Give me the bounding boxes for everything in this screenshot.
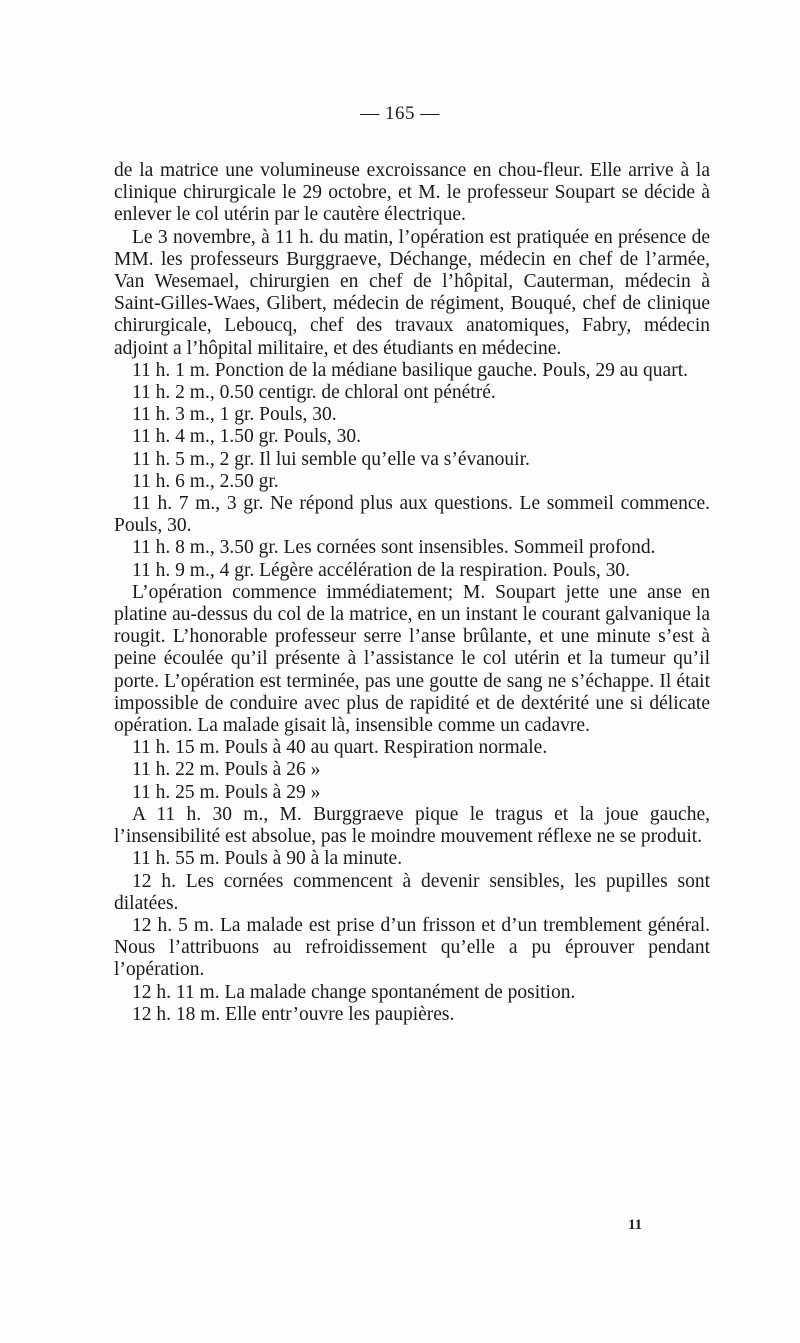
paragraph: Le 3 novembre, à 11 h. du matin, l’opération est pratiquée en présence de MM. les professeurs Burggraeve, Déchange, médecin en chef de l’armée, Van Wesemael, chirurgien en chef de l’hôpital, Cauterman, médecin à Saint-Gilles-Waes, Glibert, médecin de régiment, Bouqué, chef de clinique chirurgicale, Leboucq, chef des travaux anatomiques, Fabry, médecin adjoint a l’hôpital militaire, et des étudiants en médecine. [114,226,710,359]
paragraph: 11 h. 3 m., 1 gr. Pouls, 30. [132,404,337,426]
paragraph: 12 h. 11 m. La malade change spontanément de position. [132,981,576,1003]
paragraph: 11 h. 22 m. Pouls à 26 » [132,759,321,781]
paragraph: 12 h. 5 m. La malade est prise d’un frisson et d’un tremblement général. Nous l’attribuons au refroidissement qu’elle a pu éprouver pendant l’opération. [114,914,710,981]
paragraph: 12 h. 18 m. Elle entr’ouvre les paupières. [132,1003,455,1025]
paragraph: 11 h. 6 m., 2.50 gr. [132,470,279,492]
paragraph: 11 h. 15 m. Pouls à 40 au quart. Respiration normale. [132,737,548,759]
paragraph: 11 h. 8 m., 3.50 gr. Les cornées sont insensibles. Sommeil profond. [132,537,656,559]
paragraph: L’opération commence immédiatement; M. Soupart jette une anse en platine au-dessus du col de la matrice, en un instant le courant galvanique la rougit. L’honorable professeur serre l’anse brûlante, et une minute s’est à peine écoulée qu’il présente à l’assistance le col utérin et la tumeur qu’il porte. L’opération est terminée, pas une goutte de sang ne s’échappe. Il était impossible de conduire avec plus de rapidité et de dextérité une si délicate opération. La malade gisait là, insensible comme un cadavre. [114,581,710,737]
paragraph: de la matrice une volumineuse excroissance en chou-fleur. Elle arrive à la clinique chirurgicale le 29 octobre, et M. le professeur Soupart se décide à enlever le col utérin par le cautère électrique. [114,160,710,226]
body-text [114,160,710,1026]
paragraph: A 11 h. 30 m., M. Burggraeve pique le tragus et la joue gauche, l’insensibilité est absolue, pas le moindre mouvement réflexe ne se produit. [114,803,710,848]
paragraph: 11 h. 4 m., 1.50 gr. Pouls, 30. [132,426,361,448]
paragraph: 11 h. 7 m., 3 gr. Ne répond plus aux questions. Le sommeil commence. Pouls, 30. [114,493,710,537]
page-number: — 165 — [360,103,440,124]
paragraph: 11 h. 9 m., 4 gr. Légère accélération de la respiration. Pouls, 30. [132,559,631,581]
paragraph: 12 h. Les cornées commencent à devenir sensibles, les pupilles sont dilatées. [114,870,710,914]
paragraph: 11 h. 2 m., 0.50 centigr. de chloral ont pénétré. [132,382,496,404]
paragraph: 11 h. 25 m. Pouls à 29 » [132,781,321,803]
paragraph: 11 h. 1 m. Ponction de la médiane basilique gauche. Pouls, 29 au quart. [132,359,688,381]
paragraph: 11 h. 55 m. Pouls à 90 à la minute. [132,848,403,870]
paragraph: 11 h. 5 m., 2 gr. Il lui semble qu’elle va s’évanouir. [132,448,530,470]
signature-mark: 11 [628,1217,643,1233]
